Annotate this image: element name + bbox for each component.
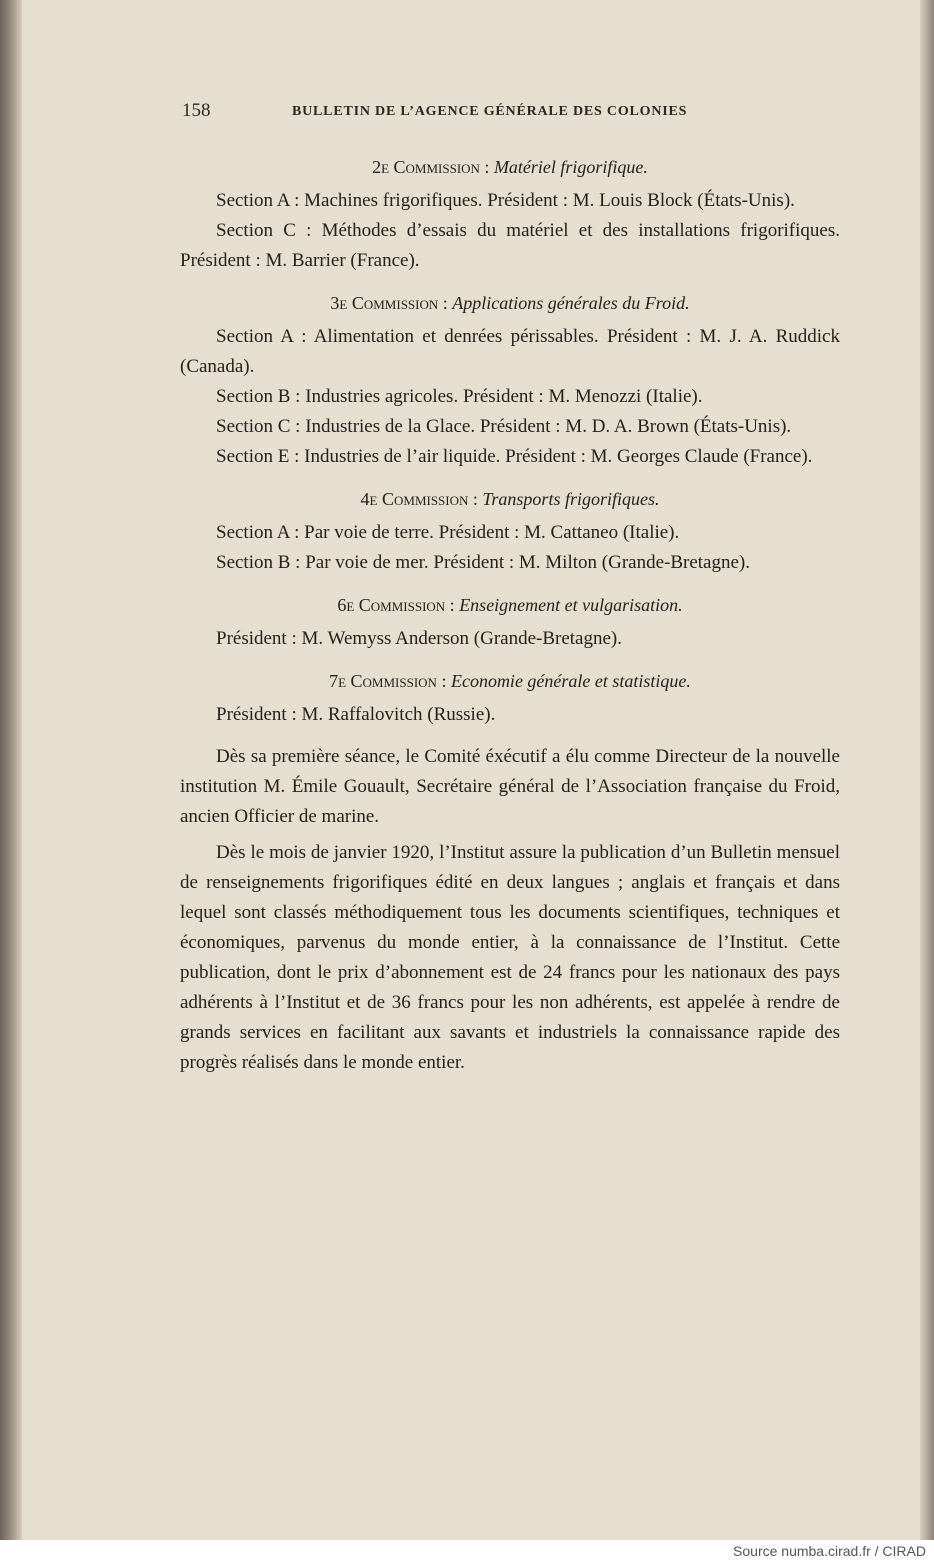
commission-title: Transports frigorifiques. (482, 489, 660, 509)
running-title: BULLETIN DE L’AGENCE GÉNÉRALE DES COLONIES (292, 104, 688, 119)
page-header (182, 100, 782, 124)
commission-number: 3e Commission : (330, 293, 448, 313)
section-entry: Section B : Par voie de mer. Président : M. Milton (Grande-Bretagne). (216, 552, 750, 573)
page-body (180, 152, 840, 1078)
section-entry: Section A : Machines frigorifiques. Président : M. Louis Block (États-Unis). (216, 190, 795, 211)
commission-heading (180, 152, 840, 182)
commission-heading (180, 484, 840, 514)
commission-heading (180, 288, 840, 318)
section-entry: Section A : Par voie de terre. Président : M. Cattaneo (Italie). (216, 522, 680, 543)
commission-title: Economie générale et statistique. (450, 671, 691, 691)
commission-title: Applications générales du Froid. (452, 293, 690, 313)
commission-number: 6e Commission : (337, 595, 455, 615)
page-number: 158 (182, 100, 211, 121)
section-entry: Section E : Industries de l’air liquide. Président : M. Georges Claude (France). (216, 446, 813, 467)
section-entry: Section A : Alimentation et denrées périssables. Président : M. J. A. Ruddick (Canada). (180, 326, 840, 377)
commission-heading (180, 666, 840, 696)
section-entry: Section C : Méthodes d’essais du matériel et des installations frigorifiques. Président : M. Barrier (France). (180, 220, 840, 271)
commission-title: Enseignement et vulgarisation. (459, 595, 683, 615)
page-edge (920, 0, 934, 1540)
commission-number: 7e Commission : (329, 671, 447, 691)
section-entry: Section B : Industries agricoles. Président : M. Menozzi (Italie). (216, 386, 703, 407)
commission-number: 4e Commission : (360, 489, 478, 509)
section-entry: Président : M. Raffalovitch (Russie). (216, 704, 496, 725)
body-paragraph: Dès le mois de janvier 1920, l’Institut assure la publication d’un Bulletin mensuel de renseignements frigorifiques édité en deux langues ; anglais et français et dans lequel sont classés méthodiquement tous les documents scientifiques, techniques et économiques, parvenus du monde entier, à la connaissance de l’Institut. Cette publication, dont le prix d’abonnement est de 24 francs pour les nationaux des pays adhérents à l’Institut et de 36 francs pour les non adhérents, est appelée à rendre de grands services en facilitant aux savants et industriels la connaissance rapide des progrès réalisés dans le monde entier. (180, 842, 840, 1073)
commission-number: 2e Commission : (372, 157, 490, 177)
source-credit: Source numba.cirad.fr / CIRAD (733, 1543, 926, 1559)
commission-heading (180, 590, 840, 620)
book-gutter-shadow (0, 0, 22, 1540)
section-entry: Section C : Industries de la Glace. Président : M. D. A. Brown (États-Unis). (216, 416, 792, 437)
commission-title: Matériel frigorifique. (493, 157, 648, 177)
body-paragraph: Dès sa première séance, le Comité éxécutif a élu comme Directeur de la nouvelle institution M. Émile Gouault, Secrétaire général de l’Association française du Froid, ancien Officier de marine. (180, 746, 840, 827)
section-entry: Président : M. Wemyss Anderson (Grande-Bretagne). (216, 628, 623, 649)
